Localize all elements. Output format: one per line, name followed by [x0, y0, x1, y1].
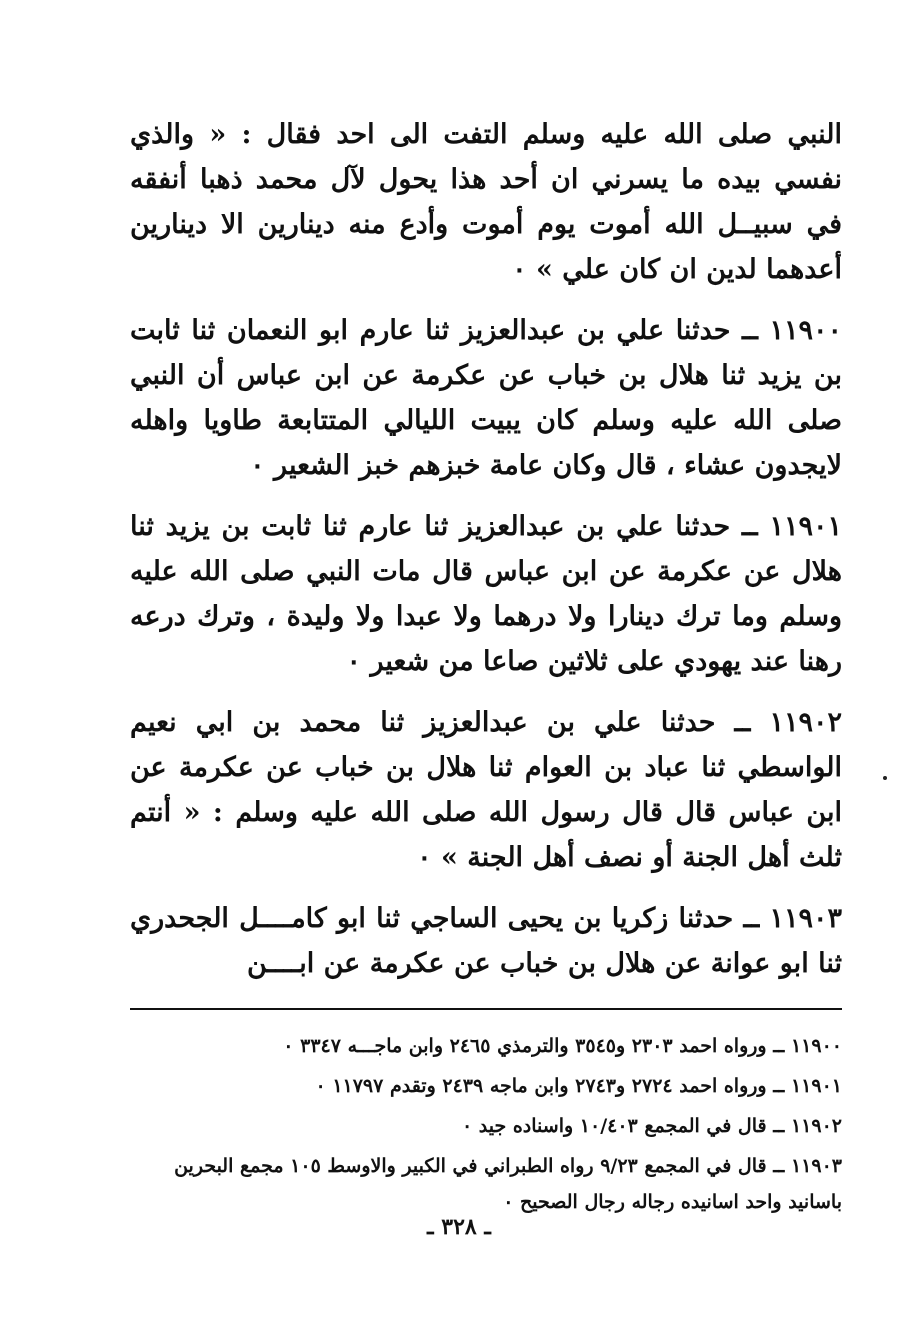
page-number: ـ ٣٢٨ ـ — [427, 1214, 491, 1240]
scan-speck — [883, 776, 887, 780]
hadith-11903: ١١٩٠٣ ــ حدثنا زكريا بن يحيى الساجي ثنا ابو كامــــل الجحدري ثنا ابو عوانة عن هلال بن خباب عن عكرمة عن ابــــن — [130, 903, 842, 979]
paragraph-continuation: النبي صلى الله عليه وسلم التفت الى احد فقال : « والذي نفسي بيده ما يسرني ان أحد هذا يحول لآل محمد ذهبا أنفقه في سبيــل الله أموت يوم أموت وأدع منه دينارين الا دينارين أعدهما لدين ان كان علي » ٠ — [130, 119, 842, 285]
footnotes — [130, 1028, 842, 1220]
page-body — [130, 112, 842, 1224]
hadith-11900: ١١٩٠٠ ــ حدثنا علي بن عبدالعزيز ثنا عارم ابو النعمان ثنا ثابت بن يزيد ثنا هلال بن خباب عن عكرمة عن ابن عباس أن النبي صلى الله عليه وسلم كان يبيت الليالي المتتابعة طاويا واهله لايجدون عشاء ، قال وكان عامة خبزهم خبز الشعير ٠ — [130, 315, 842, 481]
main-text — [130, 112, 842, 986]
footnote-11902: ١١٩٠٢ ــ قال في المجمع ١٠/٤٠٣ واسناده جيد ٠ — [461, 1115, 842, 1137]
footnote-divider — [130, 1008, 842, 1010]
footnote-11901: ١١٩٠١ ــ ورواه احمد ٢٧٢٤ و٢٧٤٣ وابن ماجه ٢٤٣٩ وتقدم ١١٧٩٧ ٠ — [315, 1075, 842, 1097]
footnote-11903: ١١٩٠٣ ــ قال في المجمع ٩/٢٣ رواه الطبراني في الكبير والاوسط ١٠٥ مجمع البحرين باسانيد واحد اسانيده رجاله رجال الصحيح ٠ — [174, 1155, 842, 1213]
hadith-11901: ١١٩٠١ ــ حدثنا علي بن عبدالعزيز ثنا عارم ثنا ثابت بن يزيد ثنا هلال عن عكرمة عن ابن عباس قال مات النبي صلى الله عليه وسلم وما ترك دينارا ولا درهما ولا عبدا ولا وليدة ، وترك درعه رهنا عند يهودي على ثلاثين صاعا من شعير ٠ — [130, 511, 842, 677]
hadith-11902: ١١٩٠٢ ــ حدثنا علي بن عبدالعزيز ثنا محمد بن ابي نعيم الواسطي ثنا عباد بن العوام ثنا هلال بن خباب عن عكرمة عن ابن عباس قال قال رسول الله صلى الله عليه وسلم : « أنتم ثلث أهل الجنة أو نصف أهل الجنة » ٠ — [130, 707, 842, 873]
footnote-11900: ١١٩٠٠ ــ ورواه احمد ٢٣٠٣ و٣٥٤٥ والترمذي ٢٤٦٥ وابن ماجـــه ٣٣٤٧ ٠ — [283, 1035, 842, 1057]
